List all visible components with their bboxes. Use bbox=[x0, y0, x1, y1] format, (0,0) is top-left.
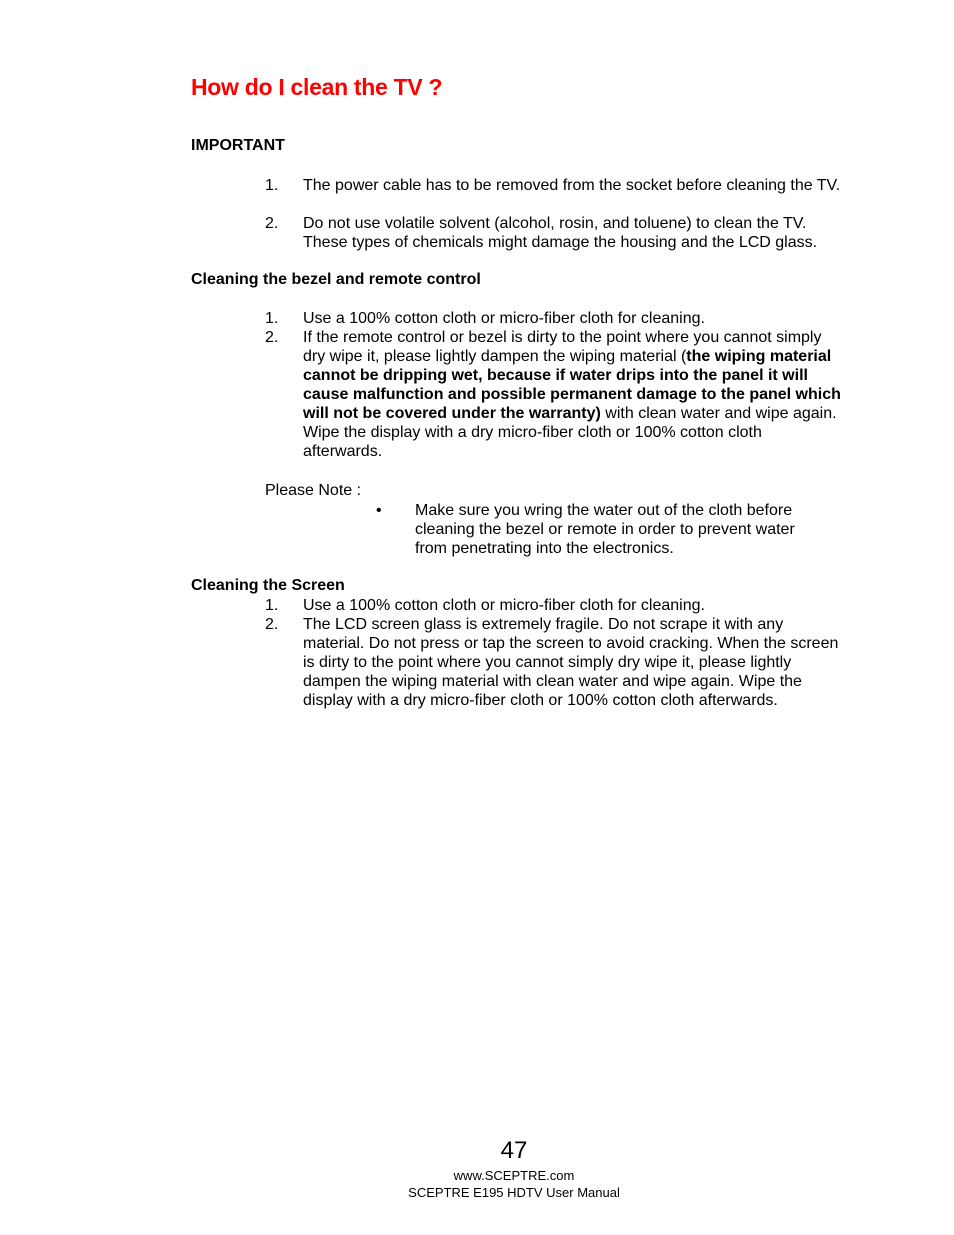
important-item-2-number: 2. bbox=[265, 215, 279, 232]
screen-heading: Cleaning the Screen bbox=[191, 577, 345, 594]
footer-manual-title: SCEPTRE E195 HDTV User Manual bbox=[408, 1185, 620, 1200]
screen-item-1-text: Use a 100% cotton cloth or micro-fiber cloth for cleaning. bbox=[303, 597, 705, 614]
note-text: Make sure you wring the water out of the cloth before cleaning the bezel or remote in order to prevent water from penetrating into the electronics. bbox=[415, 502, 795, 557]
important-item-1-text: The power cable has to be removed from the socket before cleaning the TV. bbox=[303, 177, 841, 194]
screen-item-2-text: The LCD screen glass is extremely fragile. Do not scrape it with any material. Do not press or tap the screen to avoid cracking. When the screen is dirty to the point where you cannot simply dry wipe it, please lightly dampen the wiping material with clean water and wipe again. Wipe the display with a dry micro-fiber cloth or 100% cotton cloth afterwards. bbox=[303, 616, 839, 709]
important-item-2-text: Do not use volatile solvent (alcohol, rosin, and toluene) to clean the TV. These types of chemicals might damage the housing and the LCD glass. bbox=[303, 215, 818, 251]
bezel-item-2-number: 2. bbox=[265, 329, 279, 346]
footer-website: www.SCEPTRE.com bbox=[453, 1168, 575, 1183]
bezel-item-2-text bbox=[303, 328, 843, 461]
page-title: How do I clean the TV ? bbox=[191, 74, 443, 100]
bezel-item-2-text-start: If the remote control or bezel is dirty to the point where you cannot simply dry wipe it, please lightly dampen the wiping material ( bbox=[303, 329, 822, 365]
bezel-heading: Cleaning the bezel and remote control bbox=[191, 271, 481, 288]
screen-item-2-number: 2. bbox=[265, 616, 279, 633]
page-number: 47 bbox=[500, 1137, 528, 1164]
bezel-item-1-number: 1. bbox=[265, 310, 279, 327]
bezel-item-1-text: Use a 100% cotton cloth or micro-fiber cloth for cleaning. bbox=[303, 310, 705, 327]
screen-item-1-number: 1. bbox=[265, 597, 279, 614]
note-bullet: • bbox=[376, 502, 382, 519]
important-item-1-number: 1. bbox=[265, 177, 279, 194]
bezel-item-2-text-end: with clean water and wipe again. Wipe the display with a dry micro-fiber cloth or 100% cotton cloth afterwards. bbox=[303, 405, 837, 460]
important-heading: IMPORTANT bbox=[191, 137, 285, 154]
please-note-label: Please Note : bbox=[265, 482, 362, 499]
bezel-item-2-warning: the wiping material cannot be dripping wet, because if water drips into the panel it will cause malfunction and possible permanent damage to the panel which will not be covered under the warranty) bbox=[303, 348, 841, 422]
